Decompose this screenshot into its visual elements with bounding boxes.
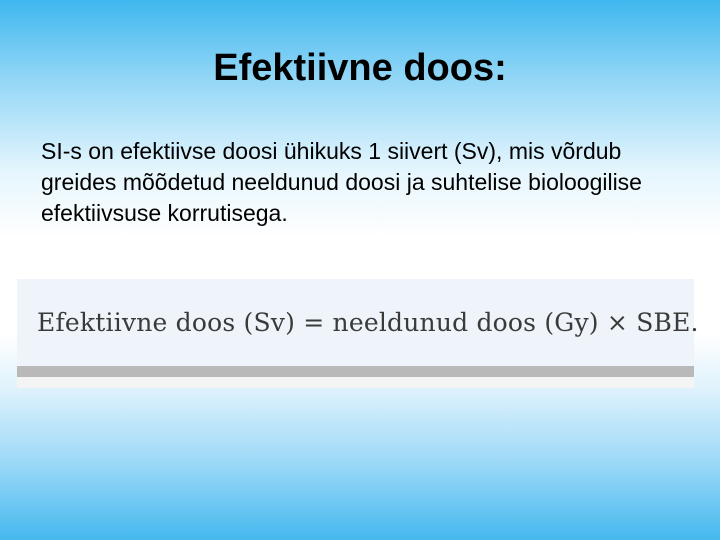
- slide-title: Efektiivne doos:: [213, 47, 507, 89]
- formula-image: [17, 279, 699, 366]
- body-paragraph: SI-s on efektiivse doosi ühikuks 1 siivert (Sv), mis võrdub greides mõõdetud neeldunud doosi ja suhtelise bioloogilise efektiivsuse korrutisega.: [41, 138, 642, 226]
- formula-shadow: [17, 377, 694, 388]
- formula-divider: [17, 366, 694, 377]
- formula-text: Efektiivne doos (Sv) = neeldunud doos (Gy) × SBE.: [37, 308, 699, 337]
